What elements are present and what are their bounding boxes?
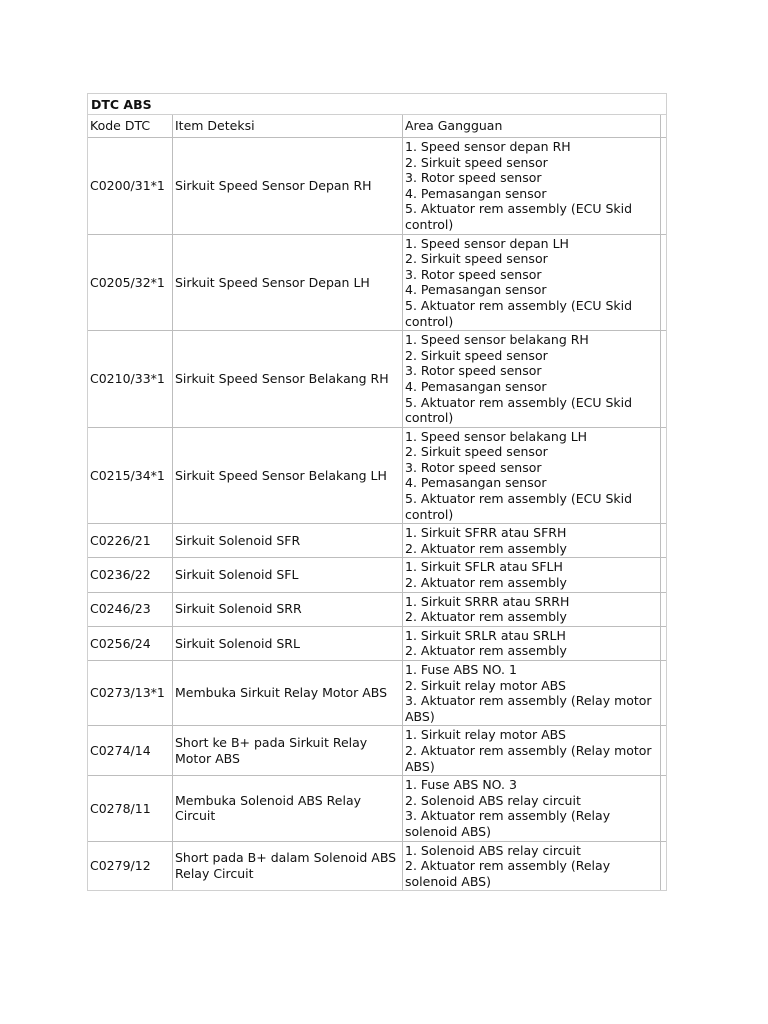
trouble-area-item: 2. Sirkuit relay motor ABS xyxy=(405,677,566,693)
trouble-area-item: 1. Sirkuit SFLR atau SFLH xyxy=(405,559,563,575)
detection-item-cell: Sirkuit Speed Sensor Belakang LH xyxy=(173,428,403,524)
trouble-area-cell xyxy=(403,661,661,725)
trouble-area-item: 2. Aktuator rem assembly xyxy=(405,540,567,556)
trouble-area-item: 3. Aktuator rem assembly (Relay motor ABS) xyxy=(405,693,656,724)
table-row xyxy=(88,138,666,235)
trouble-area-item: 2. Aktuator rem assembly xyxy=(405,609,567,625)
detection-item-cell: Membuka Sirkuit Relay Motor ABS xyxy=(173,661,403,725)
table-row xyxy=(88,524,666,558)
dtc-code-cell: C0200/31*1 xyxy=(88,138,173,234)
header-item-deteksi: Item Deteksi xyxy=(173,115,403,137)
dtc-code-cell: C0236/22 xyxy=(88,558,173,591)
row-spacer xyxy=(661,726,666,775)
trouble-area-item: 4. Pemasangan sensor xyxy=(405,378,547,394)
trouble-area-item: 1. Sirkuit SFRR atau SFRH xyxy=(405,525,567,541)
detection-item-cell: Sirkuit Solenoid SFR xyxy=(173,524,403,557)
trouble-area-item: 3. Aktuator rem assembly (Relay solenoid ABS) xyxy=(405,808,615,839)
trouble-area-item: 2. Aktuator rem assembly xyxy=(405,575,567,591)
trouble-area-item: 2. Sirkuit speed sensor xyxy=(405,154,548,170)
trouble-area-item: 3. Rotor speed sensor xyxy=(405,363,542,379)
trouble-area-item: 1. Sirkuit SRRR atau SRRH xyxy=(405,593,570,609)
dtc-code-cell: C0273/13*1 xyxy=(88,661,173,725)
trouble-area-item: 1. Sirkuit SRLR atau SRLH xyxy=(405,627,566,643)
trouble-area-item: 1. Fuse ABS NO. 1 xyxy=(405,662,517,677)
table-row xyxy=(88,726,666,776)
table-title: DTC ABS xyxy=(88,94,666,115)
table-grid xyxy=(88,115,666,890)
row-spacer xyxy=(661,776,666,840)
header-spacer xyxy=(661,115,666,137)
dtc-code-cell: C0215/34*1 xyxy=(88,428,173,524)
trouble-area-item: 2. Sirkuit speed sensor xyxy=(405,444,548,460)
trouble-area-item: 1. Fuse ABS NO. 3 xyxy=(405,777,517,793)
detection-item-cell: Sirkuit Solenoid SRR xyxy=(173,593,403,626)
row-spacer xyxy=(661,842,666,891)
table-row xyxy=(88,776,666,841)
row-spacer xyxy=(661,558,666,591)
table-row xyxy=(88,558,666,592)
dtc-code-cell: C0226/21 xyxy=(88,524,173,557)
table-body xyxy=(88,138,666,890)
dtc-abs-table xyxy=(87,93,667,891)
detection-item-cell: Sirkuit Solenoid SFL xyxy=(173,558,403,591)
table-row xyxy=(88,627,666,661)
trouble-area-cell xyxy=(403,842,661,891)
table-row xyxy=(88,235,666,332)
detection-item-cell: Sirkuit Speed Sensor Depan RH xyxy=(173,138,403,234)
trouble-area-cell xyxy=(403,593,661,626)
trouble-area-item: 2. Sirkuit speed sensor xyxy=(405,251,548,267)
row-spacer xyxy=(661,661,666,725)
detection-item-cell: Sirkuit Speed Sensor Belakang RH xyxy=(173,331,403,427)
dtc-code-cell: C0256/24 xyxy=(88,627,173,660)
trouble-area-item: 4. Pemasangan sensor xyxy=(405,475,547,491)
row-spacer xyxy=(661,524,666,557)
trouble-area-item: 5. Aktuator rem assembly (ECU Skid control) xyxy=(405,394,637,426)
table-row xyxy=(88,593,666,627)
detection-item-cell: Sirkuit Speed Sensor Depan LH xyxy=(173,235,403,331)
trouble-area-item: 2. Aktuator rem assembly (Relay solenoid ABS) xyxy=(405,858,615,889)
trouble-area-item: 4. Pemasangan sensor xyxy=(405,282,547,298)
trouble-area-item: 2. Sirkuit speed sensor xyxy=(405,347,548,363)
trouble-area-cell xyxy=(403,138,661,234)
trouble-area-item: 4. Pemasangan sensor xyxy=(405,185,547,201)
header-area-gangguan: Area Gangguan xyxy=(403,115,661,137)
dtc-code-cell: C0278/11 xyxy=(88,776,173,840)
trouble-area-cell xyxy=(403,627,661,660)
row-spacer xyxy=(661,138,666,234)
trouble-area-cell xyxy=(403,558,661,591)
dtc-code-cell: C0279/12 xyxy=(88,842,173,891)
trouble-area-item: 5. Aktuator rem assembly (ECU Skid control) xyxy=(405,491,637,522)
table-header-row xyxy=(88,115,666,138)
trouble-area-item: 2. Aktuator rem assembly xyxy=(405,643,567,659)
trouble-area-item: 5. Aktuator rem assembly (ECU Skid control) xyxy=(405,201,637,232)
detection-item-cell: Short ke B+ pada Sirkuit Relay Motor ABS xyxy=(173,726,403,775)
trouble-area-item: 5. Aktuator rem assembly (ECU Skid control) xyxy=(405,297,637,329)
header-kode-dtc: Kode DTC xyxy=(88,115,173,137)
trouble-area-item: 1. Speed sensor belakang LH xyxy=(405,428,588,444)
dtc-code-cell: C0274/14 xyxy=(88,726,173,775)
trouble-area-item: 3. Rotor speed sensor xyxy=(405,170,542,186)
trouble-area-item: 3. Rotor speed sensor xyxy=(405,459,542,475)
table-row xyxy=(88,842,666,891)
trouble-area-item: 1. Speed sensor depan LH xyxy=(405,235,569,251)
detection-item-cell: Membuka Solenoid ABS Relay Circuit xyxy=(173,776,403,840)
row-spacer xyxy=(661,593,666,626)
dtc-code-cell: C0210/33*1 xyxy=(88,331,173,427)
table-row xyxy=(88,661,666,726)
trouble-area-item: 1. Sirkuit relay motor ABS xyxy=(405,727,566,743)
trouble-area-item: 2. Aktuator rem assembly (Relay motor ABS) xyxy=(405,742,656,774)
trouble-area-cell xyxy=(403,428,661,524)
trouble-area-item: 2. Solenoid ABS relay circuit xyxy=(405,792,581,808)
table-row xyxy=(88,331,666,428)
trouble-area-item: 3. Rotor speed sensor xyxy=(405,266,542,282)
row-spacer xyxy=(661,627,666,660)
trouble-area-cell xyxy=(403,235,661,331)
dtc-code-cell: C0205/32*1 xyxy=(88,235,173,331)
row-spacer xyxy=(661,235,666,331)
trouble-area-item: 1. Speed sensor belakang RH xyxy=(405,332,589,348)
row-spacer xyxy=(661,428,666,524)
row-spacer xyxy=(661,331,666,427)
detection-item-cell: Short pada B+ dalam Solenoid ABS Relay Circuit xyxy=(173,842,403,891)
dtc-code-cell: C0246/23 xyxy=(88,593,173,626)
trouble-area-cell xyxy=(403,524,661,557)
table-row xyxy=(88,428,666,525)
detection-item-cell: Sirkuit Solenoid SRL xyxy=(173,627,403,660)
trouble-area-cell xyxy=(403,331,661,427)
trouble-area-cell xyxy=(403,776,661,840)
trouble-area-cell xyxy=(403,726,661,775)
trouble-area-item: 1. Speed sensor depan RH xyxy=(405,139,571,154)
trouble-area-item: 1. Solenoid ABS relay circuit xyxy=(405,842,581,858)
